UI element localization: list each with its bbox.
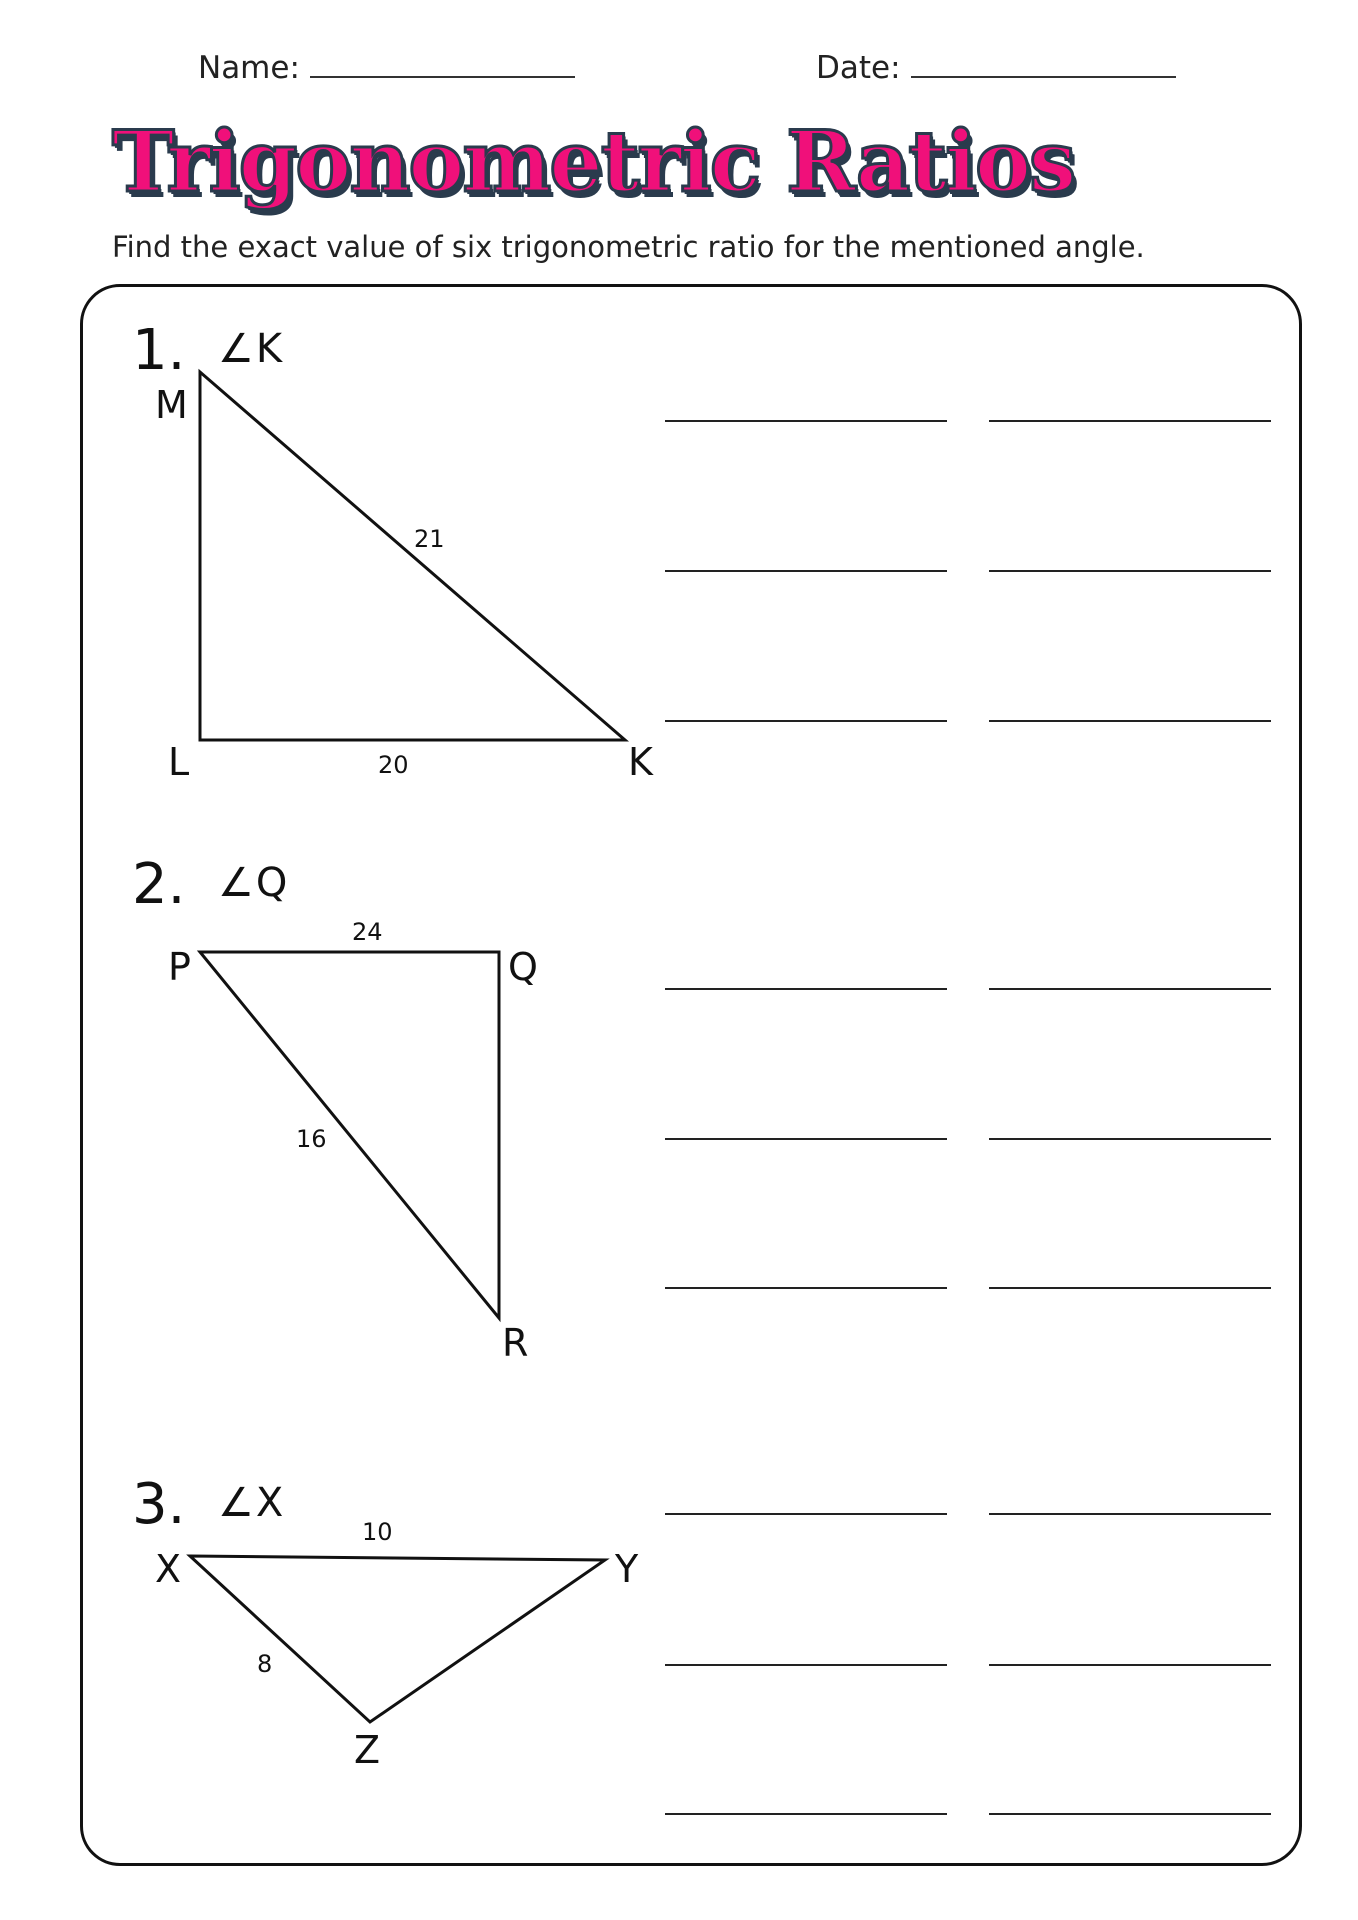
answer-line[interactable] (665, 988, 947, 990)
angle-symbol-icon: ∠ (218, 860, 254, 906)
answer-line[interactable] (665, 1813, 947, 1815)
answer-line[interactable] (989, 988, 1271, 990)
side-label-hypotenuse: 21 (414, 525, 445, 553)
vertex-label-x: X (155, 1547, 182, 1591)
answer-line[interactable] (989, 1513, 1271, 1515)
problem-1-number: 1. (132, 318, 186, 383)
answer-line[interactable] (989, 720, 1271, 722)
date-label: Date: (816, 50, 901, 86)
answer-line[interactable] (665, 1287, 947, 1289)
answer-line[interactable] (989, 420, 1271, 422)
side-label-top: 24 (352, 918, 383, 946)
page-title: Trigonometric Ratios (112, 112, 1075, 211)
answer-line[interactable] (665, 1513, 947, 1515)
answer-line[interactable] (989, 570, 1271, 572)
answer-line[interactable] (989, 1664, 1271, 1666)
vertex-label-y: Y (615, 1547, 639, 1591)
problem-2-angle-letter: Q (255, 860, 288, 906)
vertex-label-p: P (168, 945, 191, 989)
answer-line[interactable] (665, 420, 947, 422)
side-label-base: 20 (378, 751, 409, 779)
problem-2-number: 2. (132, 852, 186, 917)
answer-line[interactable] (665, 1138, 947, 1140)
vertex-label-m: M (155, 383, 188, 427)
vertex-label-z: Z (354, 1728, 381, 1772)
problem-3-angle-letter: X (255, 1480, 284, 1526)
angle-symbol-icon: ∠ (218, 326, 254, 372)
side-label-left: 8 (257, 1650, 273, 1678)
side-label-top: 10 (362, 1518, 393, 1546)
triangle-pqr (200, 952, 499, 1318)
answer-line[interactable] (989, 1138, 1271, 1140)
answer-line[interactable] (665, 570, 947, 572)
answer-line[interactable] (989, 1813, 1271, 1815)
vertex-label-l: L (168, 740, 190, 784)
problem-1-angle-letter: K (255, 326, 283, 372)
name-label: Name: (198, 50, 300, 86)
vertex-label-r: R (502, 1321, 529, 1365)
triangle-xyz (190, 1556, 605, 1722)
problem-3-number: 3. (132, 1472, 186, 1537)
angle-symbol-icon: ∠ (218, 1480, 254, 1526)
answer-line[interactable] (665, 1664, 947, 1666)
instructions-text: Find the exact value of six trigonometric ratio for the mentioned angle. (112, 230, 1145, 264)
side-label-diagonal: 16 (296, 1125, 327, 1153)
vertex-label-q: Q (508, 945, 538, 989)
answer-line[interactable] (665, 720, 947, 722)
vertex-label-k: K (628, 740, 653, 784)
answer-line[interactable] (989, 1287, 1271, 1289)
triangle-mlk (200, 372, 625, 740)
